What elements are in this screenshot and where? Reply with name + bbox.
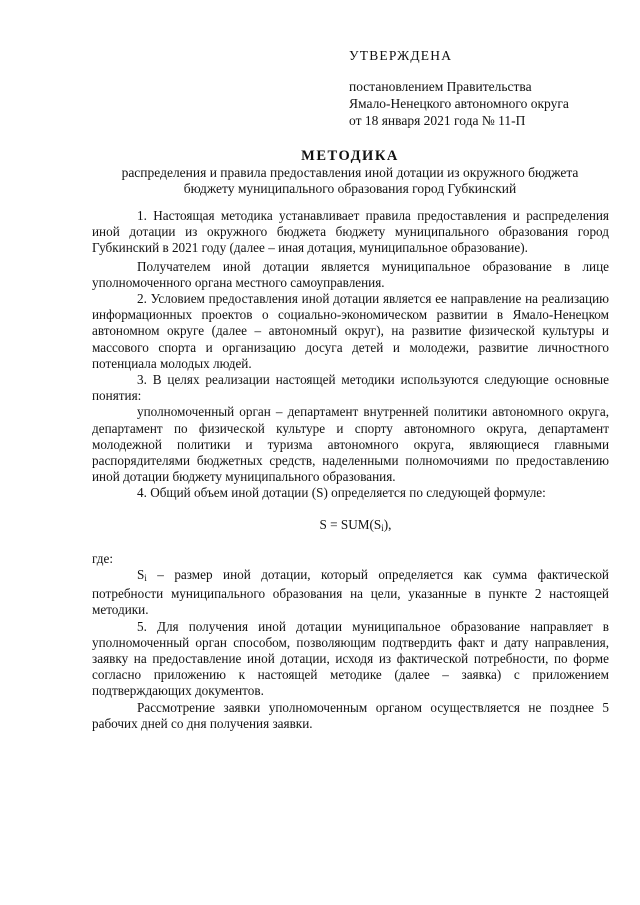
paragraph-2: 2. Условием предоставления иной дотации является ее направление на реализацию информационных проектов о социально-экономическом развитии в Ямало-Ненецком автономном округе (далее – автономный округ), на развитие физической культуры и массового спорта и организацию досуга детей и молодежи, развитие личностного потенциала молодых людей. [92, 291, 609, 371]
title-main: МЕТОДИКА [301, 148, 399, 164]
paragraph-5-review: Рассмотрение заявки уполномоченным органом осуществляется не позднее 5 рабочих дней со дня получения заявки. [92, 699, 609, 731]
approval-line-3: от 18 января 2021 года № 11-П [349, 113, 526, 128]
paragraph-3: 3. В целях реализации настоящей методики используются следующие основные понятия: [92, 372, 609, 404]
formula-subscript: i [381, 522, 384, 533]
approval-line-2: Ямало-Ненецкого автономного округа [349, 96, 569, 111]
formula-main: S = SUM(S [319, 516, 382, 532]
formula-end: ), [383, 516, 392, 532]
approval-stamp [349, 47, 619, 129]
paragraph-4: 4. Общий объем иной дотации (S) определяется по следующей формуле: [137, 485, 546, 501]
approval-line-1: постановлением Правительства [349, 79, 532, 94]
paragraph-1-recipient: Получателем иной дотации является муниципальное образование в лице уполномоченного органа местного самоуправления. [92, 258, 609, 290]
si-definition [92, 567, 609, 619]
document-title [90, 148, 610, 198]
si-text: – размер иной дотации, который определяется как сумма фактической потребности муниципального образования на цели, указанные в пункте 2 настоящей методики. [92, 567, 609, 618]
where-label: где: [92, 550, 113, 566]
paragraph-1: 1. Настоящая методика устанавливает правила предоставления и распределения иной дотации из окружного бюджета бюджету муниципального образования город Губкинский в 2021 году (далее – иная дотация, муниципальное образование). [92, 208, 609, 256]
formula [92, 517, 609, 536]
approval-heading: УТВЕРЖДЕНА [349, 48, 453, 63]
paragraph-5: 5. Для получения иной дотации муниципальное образование направляет в уполномоченный орган способом, позволяющим подтвердить факт и дату направления, заявку на предоставление иной дотации, исходя из фактической потребности, по форме согласно приложению к настоящей методике (далее – заявка) с приложением подтверждающих документов. [92, 618, 609, 699]
si-subscript: i [144, 573, 147, 584]
title-subtitle-line-1: распределения и правила предоставления иной дотации из окружного бюджета [121, 164, 579, 180]
document-body [92, 208, 609, 732]
paragraph-3-definition: уполномоченный орган – департамент внутренней политики автономного округа, департамент по физической культуре и спорту автономного округа, департамент молодежной политики и туризма автономного округа, являющиеся главными распорядителями бюджетных средств, наделенными полномочиями по предоставлению иной дотации бюджету муниципального образования. [92, 404, 609, 485]
si-symbol: S [137, 567, 145, 583]
title-subtitle-line-2: бюджету муниципального образования город Губкинский [183, 181, 517, 196]
